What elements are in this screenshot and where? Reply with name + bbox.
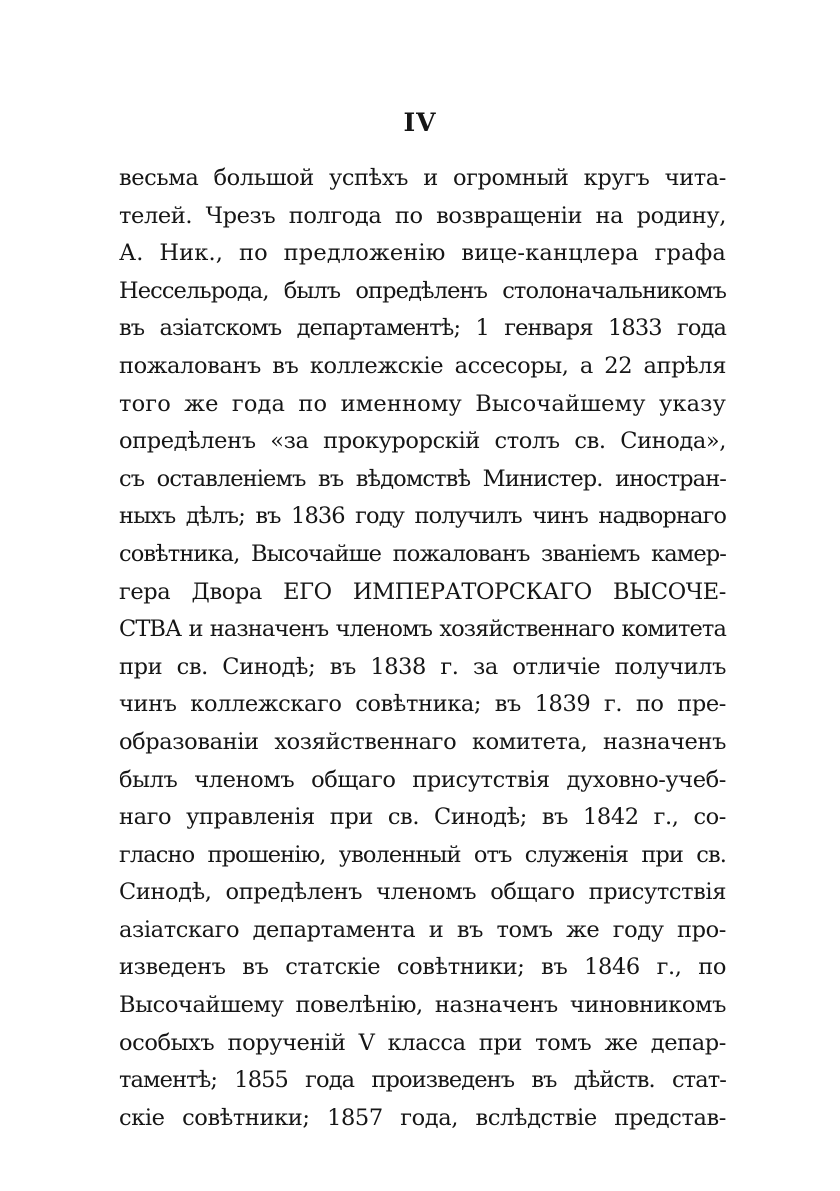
text-line: Синодѣ, опредѣленъ членомъ общаго присутствія (119, 879, 726, 906)
text-line: образованіи хозяйственнаго комитета, назначенъ (119, 728, 726, 755)
text-line: Высочайшему повелѣнію, назначенъ чиновникомъ (119, 992, 726, 1019)
text-line: таментѣ; 1855 года произведенъ въ дѣйств. стат- (119, 1067, 726, 1094)
body-text (119, 160, 726, 1137)
text-line: въ азіатскомъ департаментѣ; 1 генваря 1833 года (119, 315, 726, 342)
text-line: былъ членомъ общаго присутствія духовно-учеб- (119, 766, 726, 793)
text-line: того же года по именному Высочайшему указу (119, 390, 726, 417)
text-line: азіатскаго департамента и въ томъ же году про- (119, 916, 726, 943)
text-line: ныхъ дѣлъ; въ 1836 году получилъ чинъ надворнаго (119, 503, 726, 530)
text-line: при св. Синодѣ; въ 1838 г. за отличіе получилъ (119, 653, 726, 680)
page-number: IV (403, 108, 437, 137)
text-line: А. Ник., по предложенію вице-канцлера графа (119, 240, 726, 267)
text-line: гера Двора ЕГО ИМПЕРАТОРСКАГО ВЫСОЧЕ- (119, 578, 726, 605)
text-line: скіе совѣтники; 1857 года, вслѣдствіе представ- (119, 1104, 726, 1131)
text-line: съ оставленіемъ въ вѣдомствѣ Министер. иностран- (119, 465, 726, 492)
text-line: Нессельрода, былъ опредѣленъ столоначальникомъ (119, 277, 726, 304)
text-line: изведенъ въ статскіе совѣтники; въ 1846 г., по (119, 954, 726, 981)
text-line: опредѣленъ «за прокурорскій столъ св. Синода», (119, 428, 726, 455)
text-line: совѣтника, Высочайше пожалованъ званіемъ камер- (119, 540, 726, 567)
text-line: особыхъ порученій V класса при томъ же депар- (119, 1029, 726, 1056)
text-line: гласно прошенію, уволенный отъ служенія при св. (119, 841, 726, 868)
text-line: СТВА и назначенъ членомъ хозяйственнаго комитета (119, 616, 726, 643)
text-line: весьма большой успѣхъ и огромный кругъ чита- (119, 165, 726, 191)
text-line: чинъ коллежскаго совѣтника; въ 1839 г. по пре- (119, 691, 726, 718)
text-line: наго управленія при св. Синодѣ; въ 1842 г., со- (119, 804, 726, 831)
text-line: пожалованъ въ коллежскіе ассесоры, а 22 апрѣля (119, 352, 726, 379)
text-line: телей. Чрезъ полгода по возвращеніи на родину, (119, 202, 726, 229)
